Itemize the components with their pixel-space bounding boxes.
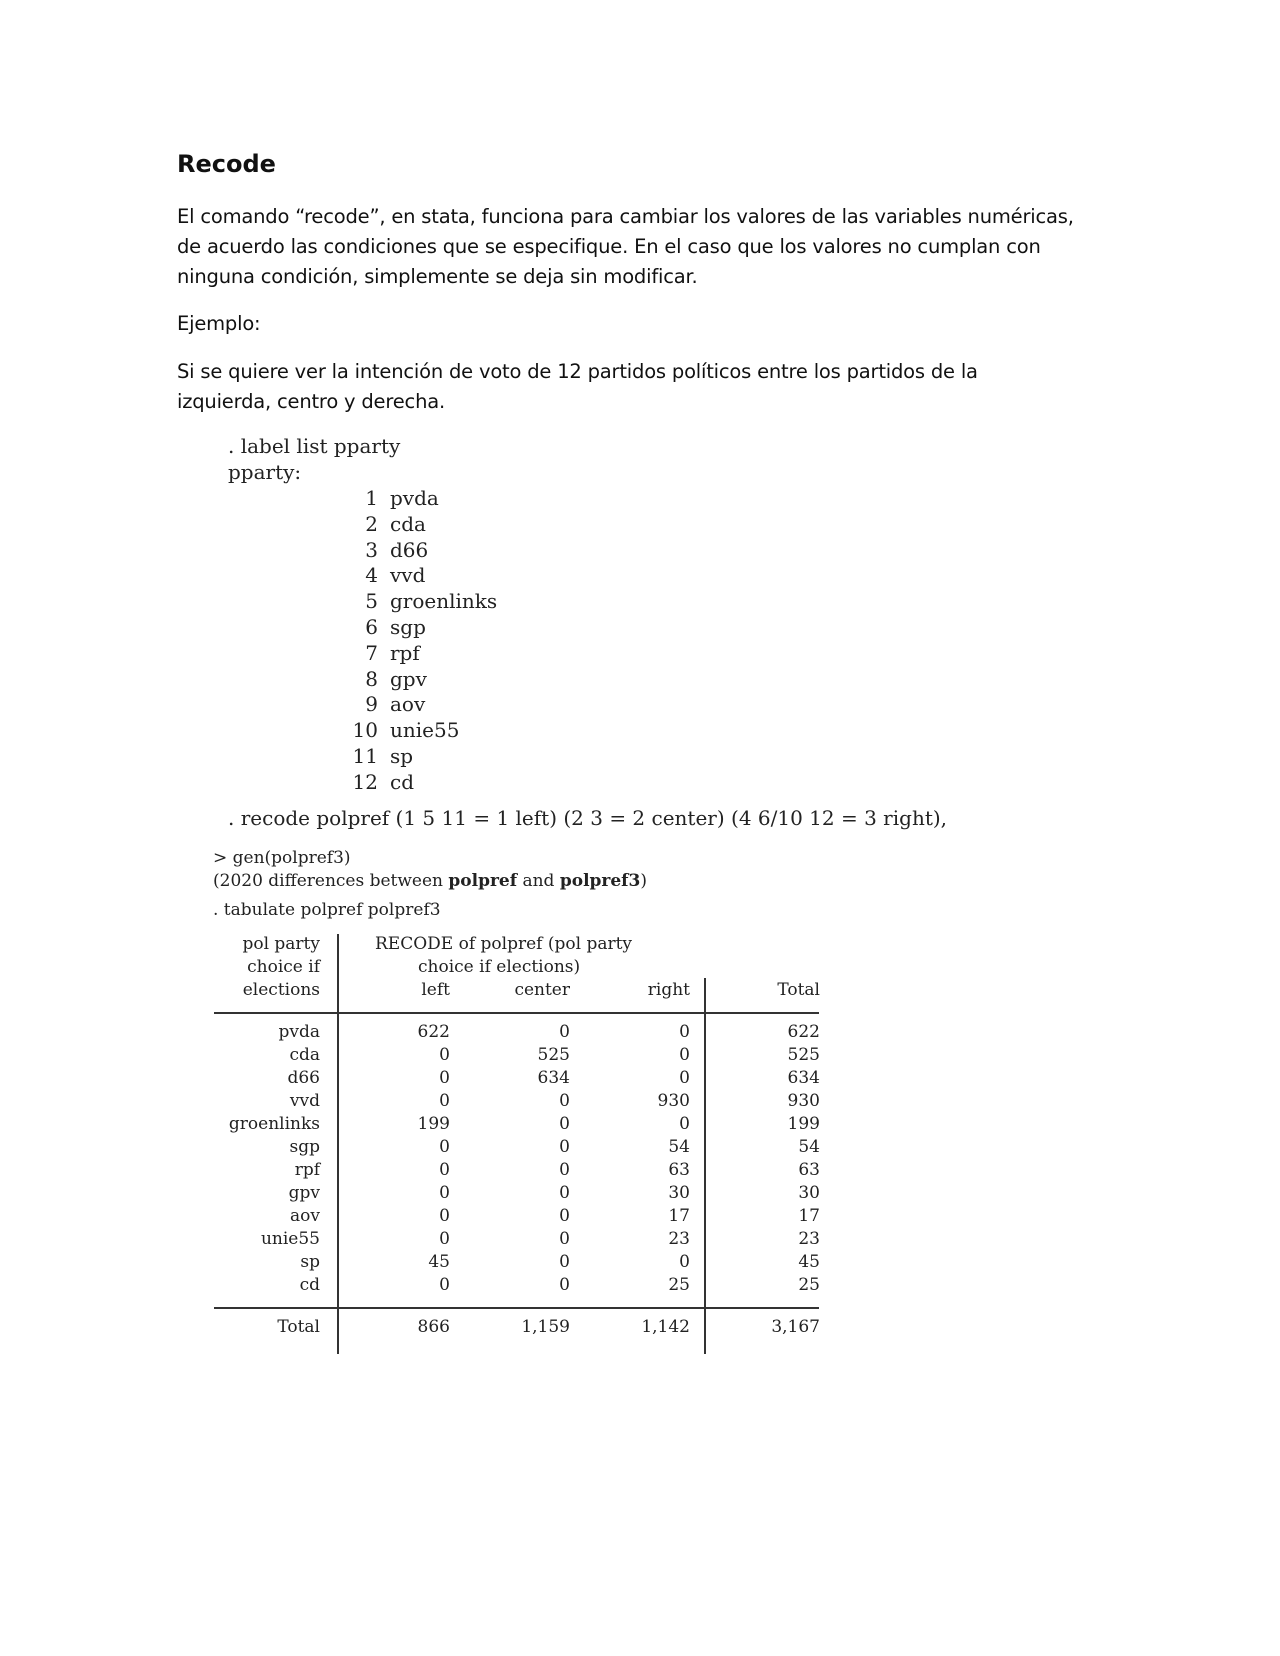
table-cell: 930 — [787, 1091, 820, 1111]
table-cell: 0 — [439, 1160, 450, 1180]
table-cell: 0 — [559, 1229, 570, 1249]
table-row-label: sp — [300, 1252, 320, 1272]
label-value: 11 — [352, 744, 378, 768]
label-list-item — [348, 770, 414, 794]
table-cell: 0 — [439, 1206, 450, 1226]
table-cell: 0 — [559, 1114, 570, 1134]
table-cell: 17 — [798, 1206, 820, 1226]
label-text: rpf — [390, 640, 420, 665]
table-cell: 0 — [679, 1114, 690, 1134]
table-cell: 45 — [798, 1252, 820, 1272]
table-cell: 54 — [798, 1137, 820, 1157]
table-row-label: unie55 — [260, 1229, 320, 1249]
table-cell: 0 — [439, 1068, 450, 1088]
label-list-item — [348, 486, 439, 510]
label-value: 5 — [365, 589, 378, 614]
label-value: 3 — [365, 537, 378, 562]
table-cell: 0 — [439, 1091, 450, 1111]
total-cell: 1,142 — [641, 1317, 690, 1337]
row-header-line: choice if — [247, 957, 320, 977]
table-cell: 199 — [417, 1114, 450, 1134]
label-value: 1 — [365, 486, 378, 510]
intro-paragraph: El comando “recode”, en stata, funciona para cambiar los valores de las variables numéricas, de acuerdo las condiciones que se especifique. En el caso que los valores no cumplan con ninguna condición, simplemente se deja sin modificar. — [177, 205, 1074, 288]
label-text: cd — [390, 769, 415, 794]
table-cell: 0 — [439, 1045, 450, 1065]
table-row-label: rpf — [294, 1160, 320, 1180]
label-list-item — [348, 692, 425, 716]
label-list-item — [348, 667, 427, 691]
table-row-label: d66 — [287, 1068, 320, 1088]
table-cell: 525 — [537, 1045, 570, 1065]
table-cell: 622 — [787, 1022, 820, 1042]
label-name: pparty: — [228, 460, 302, 484]
label-text: sgp — [390, 615, 426, 639]
table-cell: 0 — [559, 1022, 570, 1042]
table-row-label: gpv — [288, 1183, 320, 1203]
col-group-header: choice if elections) — [418, 957, 581, 977]
table-cell: 0 — [679, 1022, 690, 1042]
table-row-label: pvda — [278, 1022, 320, 1042]
section-heading: Recode — [177, 150, 276, 178]
table-row-label: vvd — [289, 1091, 320, 1111]
total-cell: 1,159 — [521, 1317, 570, 1337]
table-cell: 634 — [787, 1068, 820, 1088]
label-list-item — [348, 538, 428, 562]
table-cell: 0 — [679, 1045, 690, 1065]
table-cell: 63 — [668, 1160, 690, 1180]
total-col-divider — [704, 978, 706, 1354]
label-text: vvd — [390, 563, 426, 588]
label-value: 4 — [365, 563, 378, 588]
row-label-divider — [337, 934, 339, 1354]
table-cell: 0 — [559, 1206, 570, 1226]
table-cell: 54 — [668, 1137, 690, 1157]
col-header-right: right — [647, 980, 690, 1000]
table-cell: 199 — [787, 1114, 820, 1134]
table-cell: 23 — [798, 1229, 820, 1249]
cmd-recode: . recode polpref (1 5 11 = 1 left) (2 3 = 2 center) (4 6/10 12 = 3 right), — [228, 806, 948, 830]
label-value: 7 — [365, 640, 378, 665]
table-cell: 0 — [439, 1275, 450, 1295]
table-cell: 0 — [679, 1252, 690, 1272]
table-cell: 525 — [787, 1045, 820, 1065]
table-cell: 17 — [668, 1206, 690, 1226]
label-list-item — [348, 589, 497, 613]
label-text: sp — [390, 744, 414, 768]
label-list-item — [348, 641, 420, 665]
label-value: 12 — [352, 769, 378, 794]
label-value: 8 — [365, 666, 378, 691]
table-cell: 0 — [439, 1229, 450, 1249]
label-list-item — [348, 718, 459, 742]
total-row-label: Total — [277, 1317, 320, 1337]
label-text: groenlinks — [390, 589, 498, 614]
table-row-label: sgp — [289, 1137, 320, 1157]
label-value: 10 — [352, 718, 378, 743]
col-header-center: center — [514, 980, 570, 1000]
table-row-label: aov — [290, 1206, 320, 1226]
cmd-label-list: . label list pparty — [228, 434, 401, 458]
table-cell: 0 — [439, 1137, 450, 1157]
cmd-gen: > gen(polpref3) — [213, 848, 351, 868]
label-text: aov — [390, 692, 426, 717]
table-cell: 0 — [559, 1160, 570, 1180]
label-list-item — [348, 563, 425, 587]
row-header-line: pol party — [242, 934, 320, 954]
label-value: 6 — [365, 615, 378, 639]
header-rule — [214, 1012, 819, 1014]
col-header-total: Total — [777, 980, 820, 1000]
col-group-header: RECODE of polpref (pol party — [375, 934, 633, 954]
table-cell: 30 — [798, 1183, 820, 1203]
label-text: d66 — [390, 537, 429, 562]
table-row-label: groenlinks — [228, 1114, 320, 1134]
example-description: Si se quiere ver la intención de voto de 12 partidos políticos entre los partidos de la izquierda, centro y derecha. — [177, 360, 978, 413]
label-text: pvda — [390, 486, 439, 510]
table-cell: 634 — [537, 1068, 570, 1088]
table-cell: 0 — [679, 1068, 690, 1088]
example-label: Ejemplo: — [177, 312, 261, 335]
label-value: 2 — [365, 511, 378, 536]
table-cell: 45 — [428, 1252, 450, 1272]
cmd-tabulate: . tabulate polpref polpref3 — [213, 900, 441, 920]
table-row-label: cd — [299, 1275, 320, 1295]
label-text: gpv — [390, 666, 427, 691]
total-cell: 866 — [417, 1317, 450, 1337]
table-cell: 30 — [668, 1183, 690, 1203]
col-header-left: left — [421, 980, 450, 1000]
table-cell: 0 — [559, 1091, 570, 1111]
label-list-item — [348, 615, 426, 639]
table-cell: 0 — [559, 1252, 570, 1272]
label-value: 9 — [365, 692, 378, 717]
table-cell: 25 — [668, 1275, 690, 1295]
table-cell: 63 — [798, 1160, 820, 1180]
table-cell: 930 — [657, 1091, 690, 1111]
total-rule — [214, 1307, 819, 1309]
table-cell: 0 — [439, 1183, 450, 1203]
total-cell: 3,167 — [771, 1317, 820, 1337]
label-list-item — [348, 512, 426, 536]
label-text: cda — [390, 511, 426, 536]
table-row-label: cda — [289, 1045, 320, 1065]
table-cell: 25 — [798, 1275, 820, 1295]
table-cell: 0 — [559, 1183, 570, 1203]
label-list-item — [348, 744, 413, 768]
row-header-line: elections — [242, 980, 320, 1000]
table-cell: 0 — [559, 1275, 570, 1295]
table-cell: 0 — [559, 1137, 570, 1157]
table-cell: 622 — [417, 1022, 450, 1042]
diff-note: (2020 differences between polpref and polpref3) — [213, 871, 647, 891]
label-text: unie55 — [390, 718, 460, 743]
table-cell: 23 — [668, 1229, 690, 1249]
